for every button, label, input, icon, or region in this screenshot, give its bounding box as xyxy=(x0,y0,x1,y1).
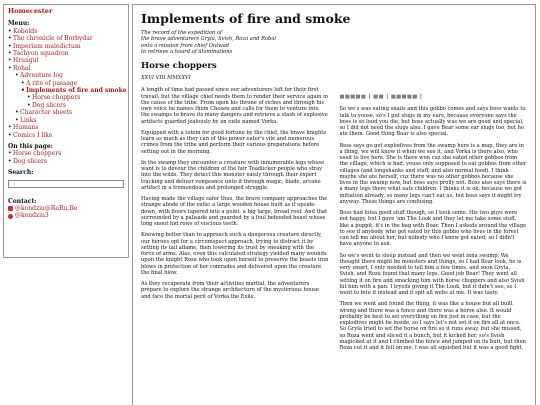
paragraph: In the swamp they encounter a creature with innumerable legs whose want is to devour the children of the fair Toadlicker people who stray into the wilds. They detect this monster easily through their expert tracking and deliver vengeance unto it through magic, blade, arcane artifact in a tremendous and prolonged struggle. xyxy=(141,159,325,191)
entry-date: XXVI VIII MMXXVI xyxy=(141,75,191,81)
subtitle-line: onto a mission from chief Outwad xyxy=(141,42,230,49)
onpage-list xyxy=(8,150,124,165)
onpage-heading: On this page: xyxy=(8,142,53,150)
contact-label: @kondziu3 xyxy=(15,212,49,220)
paragraph: Knowing better than to approach such a dangerous creature directly, our heroes opt for a circumspect approach, trying to distract it by setting its tail aflame, then lowering its trust by sneaking with the force of arms. Alas, even this calculated strategy yielded many wounds upon the knight Roza who took upon herself to preserve the beasts iron blows in protection of her comrades and delivered upon the creature the final blow. xyxy=(141,232,329,276)
menu-list xyxy=(8,27,127,139)
mastodon-icon xyxy=(8,206,13,211)
paragraph: A length of time had passed since our adventurers left for their first travail, but the village chief needs them to render their service again in the cause of the tribe. From upon his throne of riches and through his own voice he names them Chosen and calls for them to venture into the swamps to brave its many dangers and retrieve a stash of explosive artifacts guarded jealously by an exile named Vorka. xyxy=(141,87,329,125)
onpage-item[interactable]: • Horse choppers xyxy=(8,150,124,157)
menu-item[interactable]: • Character sheets xyxy=(8,109,124,116)
menu-item[interactable]: • Tachyon squadron xyxy=(8,50,124,57)
paragraph: So we's went to sleep instead and then we went inna swamp. We thought there might be monsters and things, so I had Boar look, he is very smart, I only needed to tell him a few times, and soon Gryla, Svish, and Roza found that many legs. Good job Boar! They went all setting it on fire and smacking him with horse choppers and also Svish hit him with a pan. I tryeds giving it The Look, but it didn't see, so I went to bite it instead and it spit all webs at me. It was tasty. xyxy=(339,252,525,296)
menu-item[interactable]: • The chronicle of Borbydar xyxy=(8,35,124,42)
menu-item[interactable]: • Comics I like xyxy=(8,132,124,139)
right-column xyxy=(340,30,528,356)
menu-item[interactable]: • Imperium maledictum xyxy=(8,43,124,50)
paragraph: Having made the village safer thus, the brave company approaches the strange abode of the exile: a large wooden house built as if upside-down, with floors tapered into a point, a big large, broad roof. And that surrounded by a palisade and guarded by a foul behoofed beast whose long snout hid rows of viscious teeth. xyxy=(141,196,328,227)
menu-item[interactable]: • Dog slicers xyxy=(8,102,124,109)
paragraph: Equipped with a totem for good fortune by the chief, the brave knights learn as much as they can of this power eater's vile and numerous crimes from the tribe and perform their various preparations before setting out in the morning. xyxy=(141,129,326,155)
search-heading: Search: xyxy=(8,169,34,177)
paragraph: Boss says go get explodives from the swamp here is a map, they are in a thing, we will know it when we see it, and Vorka is there also, who used to live here. She is there won cuz she eated other gobbos from the village, which is bad, youse only supposed to eat gobbos from other villages (and longshanks and stuff, and also normal food). I think maybe she ate herself, cuz there was no other gobbos because she lives in the swamp now, but boss says prolly not. Boss also says there is a many legs there what eats children. I thinks it is ok, because we got initiation already, so many legs can't eat us, but boss says it might try anyway. These things are confusing. xyxy=(339,142,527,205)
subtitle-line: the brave adventurers Gryla, Svish, Roza and Robal xyxy=(141,36,277,43)
menu-item[interactable]: • Links xyxy=(8,117,124,124)
subtitle-line: The record of the expedition of xyxy=(141,30,222,36)
page-subtitle xyxy=(141,30,329,55)
page-title: Implements of fire and smoke xyxy=(141,11,351,26)
contact-link-secondary[interactable] xyxy=(8,212,124,219)
subtitle-line: to retrieve a hoard of illuminations xyxy=(141,48,233,55)
paragraph: As they recuperate from their activities martial, the adventurers prepare to explore the strange architecture of the mysterious house and face the mortal peril of Vorka the Exile. xyxy=(141,281,319,300)
menu-item[interactable]: • Horse choppers xyxy=(8,94,124,101)
menu-item[interactable]: • Kobolds xyxy=(8,28,124,35)
paragraph: So we's was eating snails and this gobbo comes and says boss wants to talk to youse, so's I put slugs in my ears, because everyone says the boss is so loud you die, but boss actually was we are good and special, so I did not need the slugs also. I gave Bear some ear slugs too, but he ate them. Good thing Boar is also special. xyxy=(339,106,526,138)
contact-link-mastodon[interactable] xyxy=(8,205,124,212)
menu-heading: Menu: xyxy=(8,20,30,28)
right-text xyxy=(340,106,528,351)
contact-label: @kondziu@RaRu.Re xyxy=(15,204,78,212)
paragraph: Then we went and found the thing, it was like a house but all built wrong and there was a fence and there was a horse also. It would probably be best to set everything on fire just in case, but the explodives might be inside, so I says let's not set it on fire all at once. So Gryla tried to set the horse on fire so it runs away, but she missed, so Roza went and sliced it a bunch, but it kicked her, so's Svish magicked at it and I climbed the fence and jumped on its butt, but then Roza cut it and it fell on me, I was all squished but it was a good fight. xyxy=(339,301,526,351)
menu-item[interactable]: • A rite of passage xyxy=(8,80,124,87)
menu-item[interactable]: • Rohal xyxy=(8,65,124,72)
search-input[interactable] xyxy=(8,180,124,188)
contact-heading: Contact: xyxy=(8,197,37,205)
menu-item[interactable]: • Humans xyxy=(8,124,124,131)
menu-item[interactable]: • Hrungul xyxy=(8,57,124,64)
menu-item[interactable]: • Adventure log xyxy=(8,72,124,79)
section-title: Horse choppers xyxy=(141,61,217,71)
social-icon xyxy=(8,214,13,219)
sidebar-nav xyxy=(3,4,129,258)
paragraph: Boss had lotsa good stuff though, so I took some. His two guys were not happy, but I gave 'em The Look and they let me take some stuff, like a puppit, it's in the bag with Boar. Then I askeds around the village to see if anybody who got eated by this gobbo who lives in the forest can tell me about her, but nobody who I know got eated, so I didn't have anyone to ask. xyxy=(339,210,527,248)
main-content xyxy=(132,4,536,405)
onpage-item[interactable]: • Dog slicers xyxy=(8,158,124,165)
glyph-line: ▩▩▩▩▩ | ▩▩ | ▩▩▩▩▩ | xyxy=(339,94,423,100)
menu-item[interactable]: • Implements of fire and smoke xyxy=(8,87,124,94)
left-column xyxy=(141,30,329,356)
left-text xyxy=(141,87,329,300)
site-title-link[interactable]: Homecester xyxy=(8,7,53,15)
